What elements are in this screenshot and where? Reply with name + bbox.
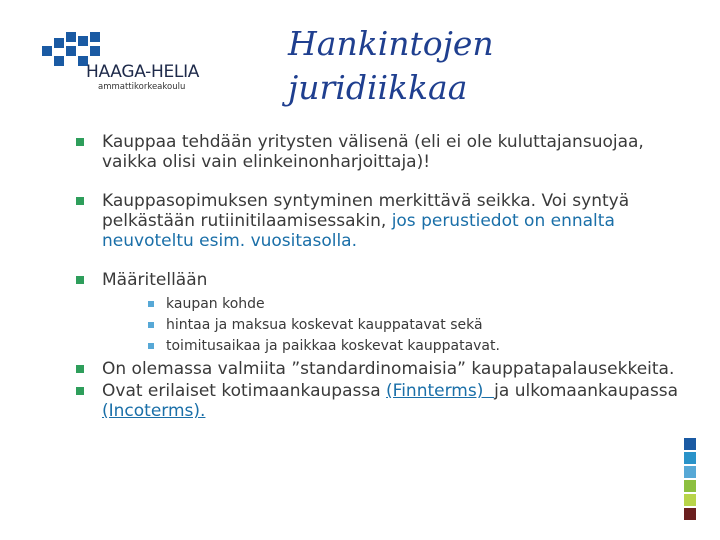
square-bullet-icon bbox=[76, 365, 84, 373]
sub-bullet-item-1 bbox=[148, 294, 696, 315]
bullet-item-2-text: Kauppasopimuksen syntyminen merkittävä seikka. Voi syntyä pelkästään rutiinitilaamisessakin, bbox=[102, 191, 630, 231]
color-square-icon bbox=[684, 508, 696, 520]
sub-bullet-item-2 bbox=[148, 315, 696, 336]
square-bullet-icon bbox=[76, 138, 84, 146]
square-bullet-icon bbox=[76, 197, 84, 205]
square-bullet-icon bbox=[148, 322, 154, 328]
square-bullet-icon bbox=[148, 343, 154, 349]
logo-subtitle: ammattikorkeakoulu bbox=[98, 82, 186, 92]
incoterms-link[interactable]: (Incoterms). bbox=[102, 401, 206, 421]
decorative-color-bar bbox=[684, 438, 696, 522]
color-square-icon bbox=[684, 480, 696, 492]
logo-name: HAAGA-HELIA bbox=[86, 62, 200, 82]
color-square-icon bbox=[684, 438, 696, 450]
sub-bullet-item-2-text: hintaa ja maksua koskevat kauppatavat sekä bbox=[166, 317, 483, 333]
color-square-icon bbox=[684, 452, 696, 464]
square-bullet-icon bbox=[148, 301, 154, 307]
slide-title-line-1: Hankintojen bbox=[288, 24, 494, 63]
sub-bullet-item-3 bbox=[148, 336, 696, 357]
bullet-item-5-text-before: Ovat erilaiset kotimaankaupassa bbox=[102, 381, 387, 401]
color-square-icon bbox=[684, 466, 696, 478]
bullet-item-3-text: Määritellään bbox=[102, 270, 208, 290]
square-bullet-icon bbox=[76, 387, 84, 395]
bullet-item-1 bbox=[76, 132, 696, 172]
bullet-item-5 bbox=[76, 381, 696, 421]
bullet-item-1-text: Kauppaa tehdään yritysten välisenä (eli ei ole kuluttajansuojaa, vaikka olisi vain elinkeinonharjoittaja)! bbox=[102, 132, 644, 172]
bullet-item-4-text: On olemassa valmiita ”standardinomaisia” kauppatapalausekkeita. bbox=[102, 359, 675, 379]
slide-title-line-2: juridiikkaa bbox=[288, 68, 468, 107]
slide-content bbox=[76, 132, 696, 421]
bullet-item-2-highlight: jos perustiedot on ennalta neuvoteltu esim. vuositasolla. bbox=[102, 211, 615, 251]
bullet-item-4 bbox=[76, 359, 696, 379]
slide-title bbox=[288, 22, 494, 110]
color-square-icon bbox=[684, 494, 696, 506]
bullet-item-5-text-middle: ja ulkomaankaupassa bbox=[494, 381, 679, 401]
square-bullet-icon bbox=[76, 276, 84, 284]
sub-bullet-item-3-text: toimitusaikaa ja paikkaa koskevat kauppatavat. bbox=[166, 338, 500, 354]
bullet-item-2 bbox=[76, 191, 696, 251]
sub-bullet-item-1-text: kaupan kohde bbox=[166, 296, 265, 312]
finnterms-link[interactable]: (Finnterms) bbox=[386, 381, 495, 401]
haaga-helia-logo bbox=[38, 32, 208, 94]
bullet-item-3 bbox=[76, 270, 696, 290]
